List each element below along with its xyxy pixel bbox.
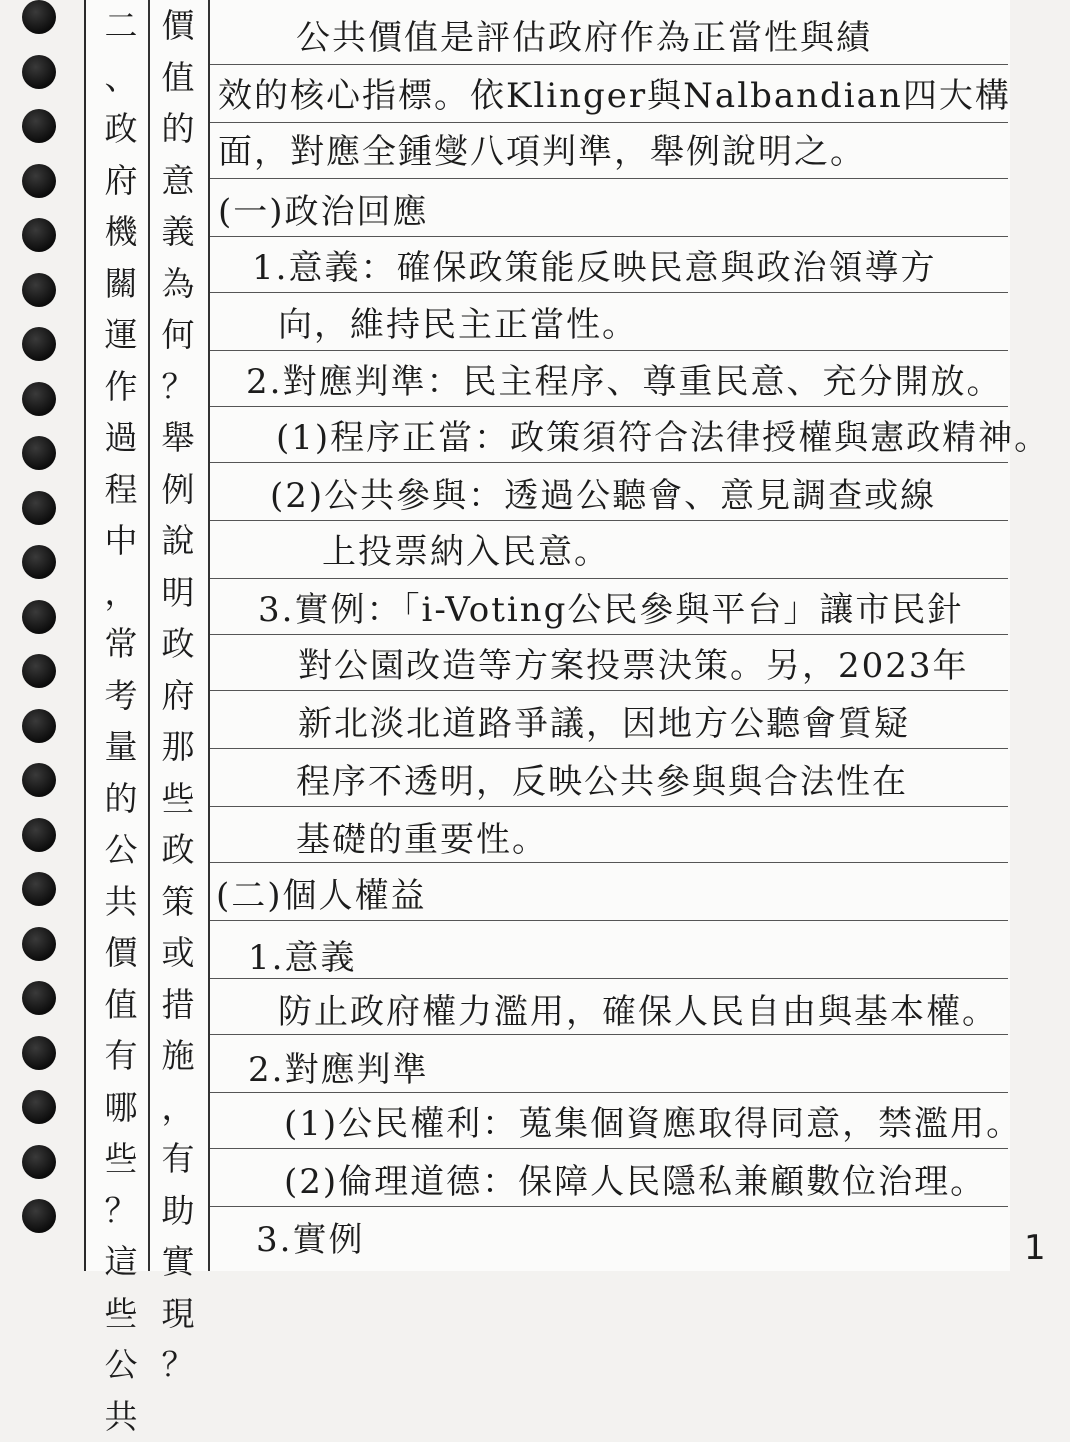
- question-char: 公: [105, 1339, 138, 1391]
- question-char: 說: [162, 515, 195, 567]
- question-char: 那: [162, 721, 195, 773]
- binder-hole: [22, 1199, 56, 1233]
- question-char: 措: [162, 979, 195, 1031]
- binder-hole: [22, 927, 56, 961]
- ruled-line: [210, 1206, 1008, 1207]
- question-char: 舉: [162, 412, 195, 464]
- question-char: ？: [162, 1339, 195, 1391]
- question-char: 關: [105, 258, 138, 310]
- binder-hole: [22, 436, 56, 470]
- binder-hole: [22, 654, 56, 688]
- question-char: 或: [162, 927, 195, 979]
- question-char: 常: [105, 618, 138, 670]
- ruled-line: [210, 292, 1008, 293]
- ruled-line: [210, 862, 1008, 863]
- binder-hole: [22, 1090, 56, 1124]
- ruled-line: [210, 748, 1008, 749]
- question-char: 價: [162, 0, 195, 52]
- binder-hole: [22, 545, 56, 579]
- question-char: 的: [105, 773, 138, 825]
- question-char: 運: [105, 309, 138, 361]
- question-char: 中: [105, 515, 138, 567]
- question-char: 公: [105, 824, 138, 876]
- question-char: ，: [105, 567, 138, 619]
- question-char: 的: [162, 103, 195, 155]
- question-char: 施: [162, 1030, 195, 1082]
- ruled-line: [210, 520, 1008, 521]
- ruled-line: [210, 462, 1008, 463]
- binder-holes: [0, 0, 72, 1271]
- binder-hole: [22, 55, 56, 89]
- binder-hole: [22, 763, 56, 797]
- answer-line: 公共價值是評估政府作為正當性與績: [296, 18, 872, 58]
- question-char: 些: [162, 773, 195, 825]
- question-char: ，: [162, 1082, 195, 1134]
- answer-line: 2.對應判準：民主程序、尊重民意、充分開放。: [246, 362, 1002, 402]
- answer-line: (1)公民權利：蒐集個資應取得同意，禁濫用。: [284, 1104, 1022, 1144]
- answer-line: 2.對應判準: [248, 1050, 428, 1090]
- binder-hole: [22, 709, 56, 743]
- question-char: 機: [105, 206, 138, 258]
- answer-line: 對公園改造等方案投票決策。另，2023年: [298, 646, 969, 686]
- ruled-line: [210, 1148, 1008, 1149]
- question-char: 程: [105, 464, 138, 516]
- binder-hole: [22, 0, 56, 34]
- ruled-line: [210, 634, 1008, 635]
- question-char: 二: [105, 0, 138, 52]
- ruled-line: [210, 920, 1008, 921]
- binder-hole: [22, 818, 56, 852]
- question-char: 價: [105, 927, 138, 979]
- ruled-line: [210, 1092, 1008, 1093]
- page-number: 1: [1024, 1228, 1046, 1268]
- ruled-line: [210, 978, 1008, 979]
- question-char: 助: [162, 1185, 195, 1237]
- binder-hole: [22, 327, 56, 361]
- answer-line: 3.實例：「i-Voting公民參與平台」讓市民針: [258, 590, 963, 630]
- question-char: 量: [105, 721, 138, 773]
- question-char: ？: [105, 1185, 138, 1237]
- question-char: 府: [105, 155, 138, 207]
- question-char: 有: [105, 1030, 138, 1082]
- question-char: 策: [162, 876, 195, 928]
- binder-hole: [22, 273, 56, 307]
- answer-line: 1.意義: [248, 938, 356, 978]
- binder-hole: [22, 491, 56, 525]
- answer-line: 1.意義：確保政策能反映民意與政治領導方: [252, 248, 936, 288]
- answer-line: 向，維持民主正當性。: [278, 305, 638, 345]
- section-heading: (一)政治回應: [218, 192, 429, 232]
- question-char: 過: [105, 412, 138, 464]
- question-char: 值: [162, 52, 195, 104]
- ruled-line: [210, 178, 1008, 179]
- answer-line: 上投票納入民意。: [322, 532, 610, 572]
- question-char: 有: [162, 1133, 195, 1185]
- section-heading: (二)個人權益: [216, 876, 427, 916]
- answer-line: 3.實例: [256, 1220, 364, 1260]
- ruled-line: [210, 406, 1008, 407]
- answer-line: (2)公共參與：透過公聽會、意見調查或線: [270, 476, 936, 516]
- question-char: 義: [162, 206, 195, 258]
- ruled-line: [210, 806, 1008, 807]
- question-char: 考: [105, 670, 138, 722]
- ruled-line: [210, 578, 1008, 579]
- ruled-line: [210, 64, 1008, 65]
- binder-hole: [22, 600, 56, 634]
- question-char: 共: [105, 876, 138, 928]
- question-char: 作: [105, 361, 138, 413]
- answer-line: 效的核心指標。依Klinger與Nalbandian四大構: [218, 76, 1011, 116]
- question-char: 、: [105, 52, 138, 104]
- binder-hole: [22, 382, 56, 416]
- question-char: 意: [162, 155, 195, 207]
- question-char: 實: [162, 1236, 195, 1288]
- answer-line: 面，對應全鍾燮八項判準，舉例說明之。: [218, 132, 866, 172]
- question-char: 何: [162, 309, 195, 361]
- answer-line: 防止政府權力濫用，確保人民自由與基本權。: [278, 992, 998, 1032]
- ruled-line: [210, 350, 1008, 351]
- question-char: ？: [162, 361, 195, 413]
- answer-line: 新北淡北道路爭議，因地方公聽會質疑: [298, 704, 910, 744]
- binder-hole: [22, 218, 56, 252]
- ruled-line: [210, 236, 1008, 237]
- question-char: 府: [162, 670, 195, 722]
- answer-line: 程序不透明，反映公共參與與合法性在: [296, 762, 908, 802]
- binder-hole: [22, 109, 56, 143]
- question-char: 政: [105, 103, 138, 155]
- binder-hole: [22, 981, 56, 1015]
- binder-hole: [22, 164, 56, 198]
- answer-line: (2)倫理道德：保障人民隱私兼顧數位治理。: [284, 1162, 986, 1202]
- question-char: 些: [105, 1288, 138, 1340]
- question-column-2: [150, 0, 206, 1271]
- ruled-line: [210, 690, 1008, 691]
- notebook-page: [84, 0, 1010, 1271]
- question-char: 共: [105, 1391, 138, 1442]
- answer-line: 基礎的重要性。: [296, 820, 548, 860]
- ruled-line: [210, 122, 1008, 123]
- question-char: 值: [105, 979, 138, 1031]
- binder-hole: [22, 1145, 56, 1179]
- binder-hole: [22, 872, 56, 906]
- question-char: 現: [162, 1288, 195, 1340]
- question-char: 哪: [105, 1082, 138, 1134]
- question-char: 這: [105, 1236, 138, 1288]
- column-divider: [208, 0, 210, 1271]
- answer-line: (1)程序正當：政策須符合法律授權與憲政精神。: [276, 418, 1050, 458]
- binder-hole: [22, 1036, 56, 1070]
- ruled-line: [210, 1034, 1008, 1035]
- question-char: 些: [105, 1133, 138, 1185]
- question-char: 政: [162, 824, 195, 876]
- question-char: 為: [162, 258, 195, 310]
- question-char: 政: [162, 618, 195, 670]
- question-column-1: [96, 0, 146, 1271]
- question-char: 例: [162, 464, 195, 516]
- question-char: 明: [162, 567, 195, 619]
